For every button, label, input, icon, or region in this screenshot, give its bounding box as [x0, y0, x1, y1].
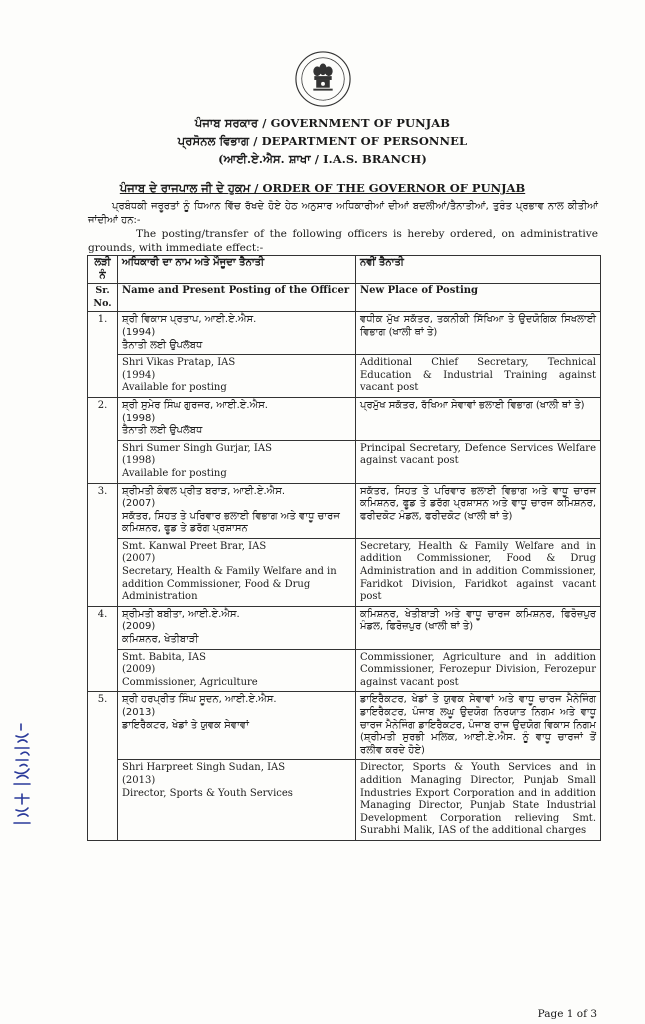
officer-name-english	[118, 355, 356, 398]
officer-detail-line: Smt. Kanwal Preet Brar, IAS	[122, 540, 267, 552]
new-posting-english: Commissioner, Agriculture and in addition Commissioner, Ferozepur Division, Ferozepur against vacant post	[356, 649, 601, 692]
officer-detail-line: Smt. Babita, IAS	[122, 651, 206, 663]
officer-detail-line: (2009)	[122, 621, 156, 633]
officer-name-english	[118, 760, 356, 841]
table-row	[88, 397, 601, 440]
officer-detail-line: ਸ਼੍ਰੀਮਤੀ ਕੰਵਲ ਪ੍ਰੀਤ ਬਰਾੜ, ਆਈ.ਏ.ਐਸ.	[122, 485, 286, 497]
table-row	[88, 606, 601, 649]
table-row	[88, 692, 601, 760]
table-row	[88, 538, 601, 606]
header-name-pa: ਅਧਿਕਾਰੀ ਦਾ ਨਾਮ ਅਤੇ ਮੌਜੂਦਾ ਤੈਨਾਤੀ	[118, 256, 356, 284]
officer-name-punjabi	[118, 606, 356, 649]
officer-detail-line: ਸ਼੍ਰੀ ਵਿਕਾਸ ਪ੍ਰਤਾਪ, ਆਈ.ਏ.ਐਸ.	[122, 314, 257, 326]
officer-detail-line: Commissioner, Agriculture	[122, 676, 258, 688]
serial-number: 2.	[88, 397, 118, 483]
officer-name-punjabi	[118, 483, 356, 538]
new-posting-punjabi: ਸਕੱਤਰ, ਸਿਹਤ ਤੇ ਪਰਿਵਾਰ ਭਲਾਈ ਵਿਭਾਗ ਅਤੇ ਵਾਧੂ ਚਾਰਜ ਕਮਿਸ਼ਨਰ, ਫੂਡ ਤੇ ਡਰੱਗ ਪ੍ਰਸ਼ਾਸਨ ਅਤੇ ਵਾਧੂ ਚਾਰਜ ਕਮਿਸ਼ਨਰ, ਫਰੀਦਕੋਟ ਮੰਡਲ, ਫਰੀਦਕੋਟ (ਖਾਲੀ ਥਾਂ ਤੇ)	[356, 483, 601, 538]
officer-detail-line: Secretary, Health & Family Welfare and in addition Commissioner, Food & Drug Administration	[122, 566, 337, 603]
order-title: ਪੰਜਾਬ ਦੇ ਰਾਜਪਾਲ ਜੀ ਦੇ ਹੁਕਮ / ORDER OF THE GOVERNOR OF PUNJAB	[119, 181, 526, 195]
officer-name-english	[118, 538, 356, 606]
officer-detail-line: (1998)	[122, 455, 156, 467]
officer-detail-line: ਸ਼੍ਰੀਮਤੀ ਬਬੀਤਾ, ਆਈ.ਏ.ਐਸ.	[122, 608, 240, 620]
officer-detail-line: (2009)	[122, 664, 156, 676]
officer-name-punjabi	[118, 692, 356, 760]
new-posting-punjabi: ਡਾਇਰੈਕਟਰ, ਖੇਡਾਂ ਤੇ ਯੁਵਕ ਸੇਵਾਵਾਂ ਅਤੇ ਵਾਧੂ ਚਾਰਜ ਮੈਨੇਜਿੰਗ ਡਾਇਰੈਕਟਰ, ਪੰਜਾਬ ਲਘੂ ਉਦਯੋਗ ਨਿਰਯਾਤ ਨਿਗਮ ਅਤੇ ਵਾਧੂ ਚਾਰਜ ਮੈਨੇਜਿੰਗ ਡਾਇਰੈਕਟਰ, ਪੰਜਾਬ ਰਾਜ ਉਦਯੋਗ ਵਿਕਾਸ ਨਿਗਮ (ਸ਼੍ਰੀਮਤੀ ਸੁਰਭੀ ਮਲਿਕ, ਆਈ.ਏ.ਐਸ. ਨੂੰ ਵਾਧੂ ਚਾਰਜਾਂ ਤੋਂ ਰਲੀਵ ਕਰਦੇ ਹੋਏ)	[356, 692, 601, 760]
officer-detail-line: (2013)	[122, 707, 156, 718]
officer-detail-line: ਤੈਨਾਤੀ ਲਈ ਉਪਲੱਬਧ	[122, 339, 203, 351]
intro-english: The posting/transfer of the following officers is hereby ordered, on administrative grounds, with immediate effect:-	[88, 228, 598, 254]
officer-detail-line: ਡਾਇਰੈਕਟਰ, ਖੇਡਾਂ ਤੇ ਯੁਵਕ ਸੇਵਾਵਾਂ	[122, 719, 249, 731]
new-posting-english: Additional Chief Secretary, Technical Education & Industrial Training against vacant post	[356, 355, 601, 398]
serial-number: 5.	[88, 692, 118, 841]
new-posting-english: Principal Secretary, Defence Services Welfare against vacant post	[356, 440, 601, 483]
officer-detail-line: ਤੈਨਾਤੀ ਲਈ ਉਪਲੱਬਧ	[122, 425, 203, 437]
header-place-en: New Place of Posting	[356, 284, 601, 312]
serial-number: 1.	[88, 312, 118, 398]
header-place-pa: ਨਵੀਂ ਤੈਨਾਤੀ	[356, 256, 601, 284]
officer-detail-line: (2007)	[122, 498, 156, 510]
header-sr-en: Sr. No.	[88, 284, 118, 312]
officer-detail-line: Available for posting	[122, 467, 227, 479]
officer-detail-line: ਸ਼੍ਰੀ ਸੁਮੇਰ ਸਿੰਘ ਗੁਰਜਰ, ਆਈ.ਏ.ਐਸ.	[122, 399, 268, 411]
officer-detail-line: Available for posting	[122, 382, 227, 394]
posting-table	[87, 255, 601, 841]
table-row	[88, 440, 601, 483]
new-posting-english: Secretary, Health & Family Welfare and in addition Commissioner, Food & Drug Administration and in addition Commissioner, Faridkot Division, Faridkot against vacant post	[356, 538, 601, 606]
header-name-en: Name and Present Posting of the Officer	[118, 284, 356, 312]
officer-detail-line: Shri Sumer Singh Gurjar, IAS	[122, 442, 272, 454]
new-posting-punjabi: ਵਧੀਕ ਮੁੱਖ ਸਕੱਤਰ, ਤਕਨੀਕੀ ਸਿੱਖਿਆ ਤੇ ਉਦਯੋਗਿਕ ਸਿਖਲਾਈ ਵਿਭਾਗ (ਖਾਲੀ ਥਾਂ ਤੇ)	[356, 312, 601, 355]
table-row	[88, 483, 601, 538]
officer-detail-line: Shri Vikas Pratap, IAS	[122, 357, 236, 369]
serial-number: 3.	[88, 483, 118, 606]
officer-name-english	[118, 440, 356, 483]
handwritten-signature	[6, 718, 36, 828]
officer-detail-line: (1994)	[122, 326, 156, 338]
officer-name-english	[118, 649, 356, 692]
header-department: ਪ੍ਰਸੋਨਲ ਵਿਭਾਗ / DEPARTMENT OF PERSONNEL	[177, 134, 468, 148]
officer-detail-line: (1994)	[122, 369, 156, 381]
page-number: Page 1 of 3	[537, 1008, 597, 1020]
officer-detail-line: ਕਮਿਸ਼ਨਰ, ਖੇਤੀਬਾੜੀ	[122, 634, 199, 646]
officer-detail-line: (2007)	[122, 553, 156, 565]
officer-detail-line: (2013)	[122, 774, 156, 786]
new-posting-punjabi: ਕਮਿਸ਼ਨਰ, ਖੇਤੀਬਾੜੀ ਅਤੇ ਵਾਧੂ ਚਾਰਜ ਕਮਿਸ਼ਨਰ, ਫਿਰੋਜ਼ਪੁਰ ਮੰਡਲ, ਫਿਰੋਜ਼ਪੁਰ (ਖਾਲੀ ਥਾਂ ਤੇ)	[356, 606, 601, 649]
national-emblem-icon	[294, 50, 352, 108]
officer-detail-line: (1998)	[122, 412, 156, 424]
officer-name-punjabi	[118, 397, 356, 440]
serial-number: 4.	[88, 606, 118, 692]
table-row	[88, 760, 601, 841]
officer-detail-line: ਸ਼੍ਰੀ ਹਰਪ੍ਰੀਤ ਸਿੰਘ ਸੂਦਨ, ਆਈ.ਏ.ਐਸ.	[122, 694, 277, 706]
header-sr-pa: ਲੜੀ ਨੰ	[88, 256, 118, 284]
officer-detail-line: Director, Sports & Youth Services	[122, 787, 293, 799]
officer-detail-line: ਸਕੱਤਰ, ਸਿਹਤ ਤੇ ਪਰਿਵਾਰ ਭਲਾਈ ਵਿਭਾਗ ਅਤੇ ਵਾਧੂ ਚਾਰਜ ਕਮਿਸ਼ਨਰ, ਫੂਡ ਤੇ ਡਰੱਗ ਪ੍ਰਸ਼ਾਸਨ	[122, 510, 340, 535]
new-posting-english: Director, Sports & Youth Services and in addition Managing Director, Punjab Small Industries Export Corporation and in addition Managing Director, Punjab State Industrial Development Corporation relieving Smt. Surabhi Malik, IAS of the additional charges	[356, 760, 601, 841]
header-government: ਪੰਜਾਬ ਸਰਕਾਰ / GOVERNMENT OF PUNJAB	[194, 116, 451, 130]
table-row	[88, 649, 601, 692]
officer-detail-line: Shri Harpreet Singh Sudan, IAS	[122, 762, 286, 774]
header-branch: (ਆਈ.ਏ.ਐਸ. ਸ਼ਾਖਾ / I.A.S. BRANCH)	[218, 152, 427, 166]
table-row	[88, 312, 601, 355]
officer-name-punjabi	[118, 312, 356, 355]
new-posting-punjabi: ਪ੍ਰਮੁੱਖ ਸਕੱਤਰ, ਰੱਖਿਆ ਸੇਵਾਵਾਂ ਭਲਾਈ ਵਿਭਾਗ (ਖਾਲੀ ਥਾਂ ਤੇ)	[356, 397, 601, 440]
intro-punjabi: ਪ੍ਰਬੰਧਕੀ ਜਰੂਰਤਾਂ ਨੂੰ ਧਿਆਨ ਵਿੱਚ ਰੱਖਦੇ ਹੋਏ ਹੇਠ ਅਨੁਸਾਰ ਅਧਿਕਾਰੀਆਂ ਦੀਆਂ ਬਦਲੀਆਂ/ਤੈਨਾਤੀਆਂ, ਤੁਰੰਤ ਪ੍ਰਭਾਵ ਨਾਲ ਕੀਤੀਆਂ ਜਾਂਦੀਆਂ ਹਨ:-	[88, 201, 598, 226]
table-row	[88, 355, 601, 398]
